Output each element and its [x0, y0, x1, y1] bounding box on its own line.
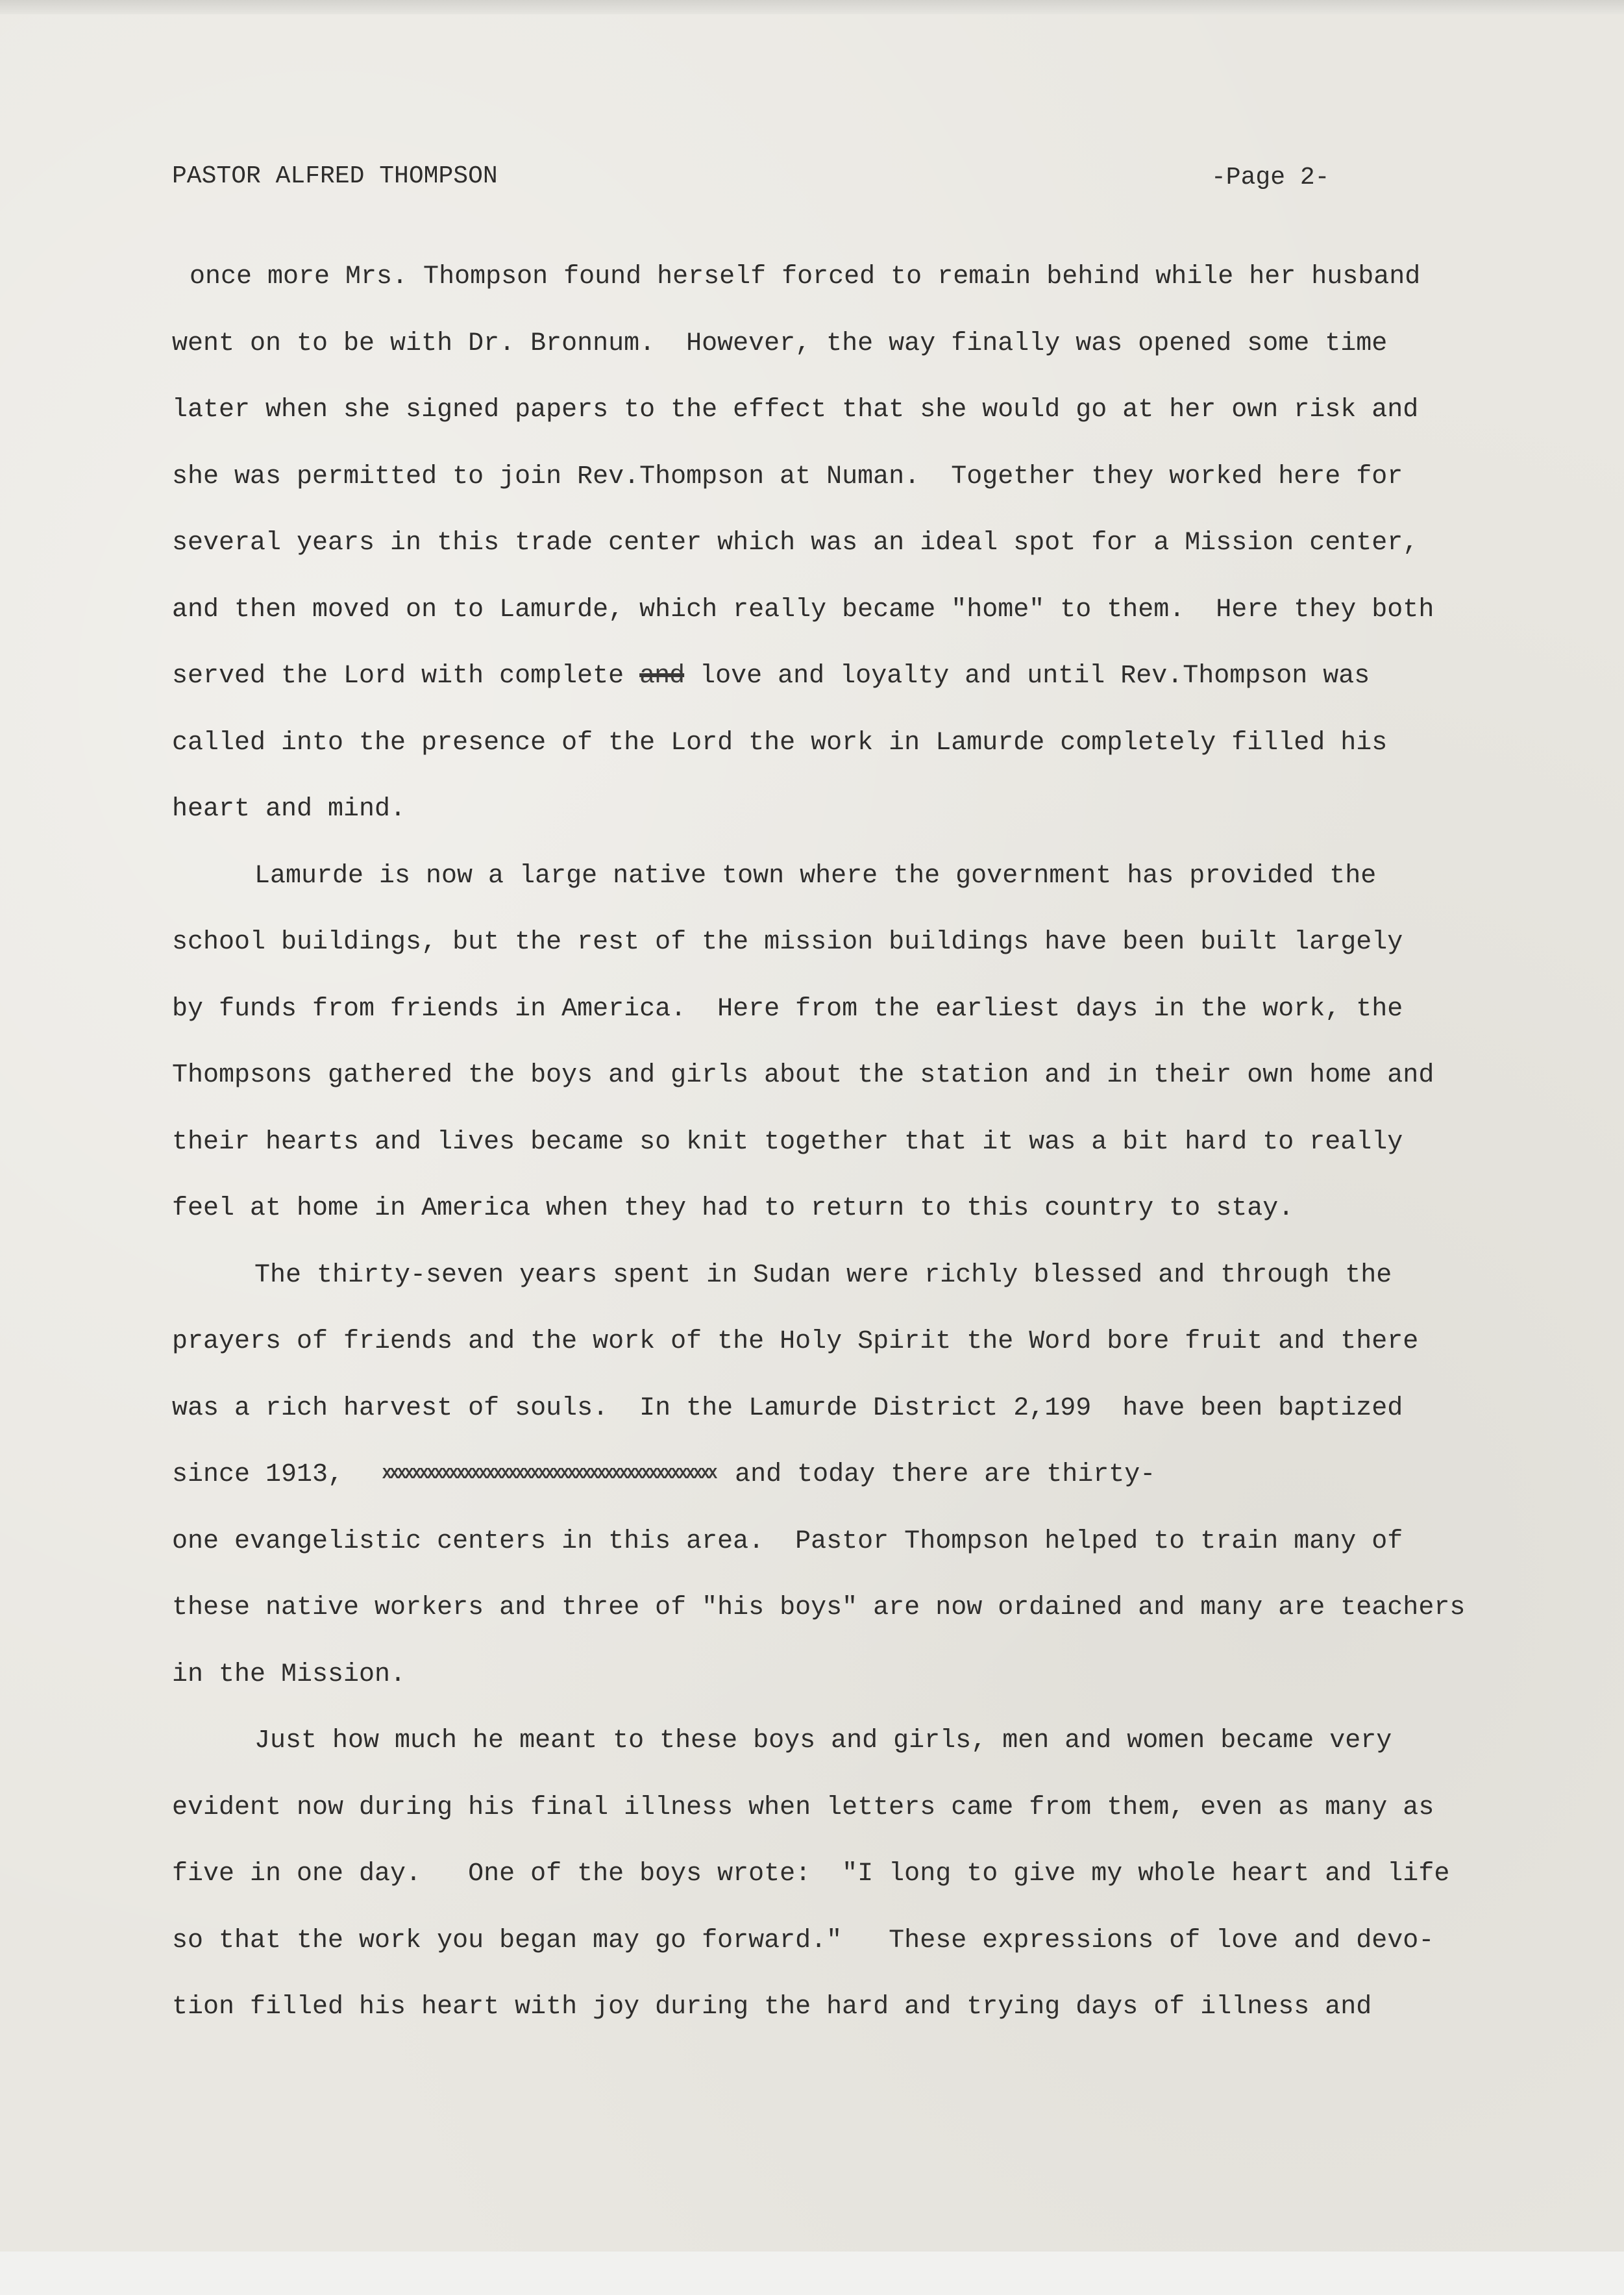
body-line: and then moved on to Lamurde, which really became "home" to them. Here they both [172, 595, 1434, 625]
body-line: school buildings, but the rest of the mission buildings have been built largely [172, 928, 1403, 957]
body-line: called into the presence of the Lord the work in Lamurde completely filled his [172, 728, 1388, 758]
body-line [172, 1459, 1155, 1491]
body-line: prayers of friends and the work of the Holy Spirit the Word bore fruit and there [172, 1327, 1419, 1356]
body-text: love and loyalty and until Rev.Thompson was [684, 662, 1370, 691]
body-line: so that the work you began may go forward." These expressions of love and devo- [172, 1926, 1434, 1955]
body-line: their hearts and lives became so knit together that it was a bit hard to really [172, 1128, 1403, 1157]
body-line: these native workers and three of "his boys" are now ordained and many are teachers [172, 1593, 1466, 1622]
body-line [172, 661, 1370, 692]
body-line: later when she signed papers to the effect that she would go at her own risk and [172, 395, 1419, 425]
page-number: -Page 2- [1211, 164, 1330, 192]
body-line: in the Mission. [172, 1660, 406, 1689]
body-line: one evangelistic centers in this area. Pastor Thompson helped to train many of [172, 1527, 1403, 1556]
body-line: Just how much he meant to these boys and girls, men and women became very [254, 1726, 1392, 1755]
header-title: PASTOR ALFRED THOMPSON [172, 162, 498, 190]
body-line: heart and mind. [172, 795, 406, 824]
body-line: by funds from friends in America. Here from the earliest days in the work, the [172, 995, 1403, 1024]
body-line: went on to be with Dr. Bronnum. However, the way finally was opened some time [172, 329, 1388, 358]
body-line: she was permitted to join Rev.Thompson at Numan. Together they worked here for [172, 462, 1403, 491]
body-text: since 1913, [172, 1460, 344, 1489]
body-line: was a rich harvest of souls. In the Lamurde District 2,199 have been baptized [172, 1394, 1403, 1423]
body-text: and today there are thirty- [735, 1460, 1156, 1489]
body-line: feel at home in America when they had to return to this country to stay. [172, 1194, 1294, 1223]
body-line: tion filled his heart with joy during the hard and trying days of illness and [172, 1992, 1372, 2022]
scan-edge-bottom [0, 2252, 1624, 2295]
struck-out-text: XXXXXXXXXXXXXXXXXXXXXXXXXXXXXXXXXXXXXXXXXXXXX [382, 1466, 716, 1483]
body-line: Lamurde is now a large native town where the government has provided the [254, 862, 1377, 891]
body-line: five in one day. One of the boys wrote: "I long to give my whole heart and life [172, 1859, 1450, 1889]
body-line: several years in this trade center which was an ideal spot for a Mission center, [172, 528, 1419, 558]
body-line: once more Mrs. Thompson found herself forced to remain behind while her husband [190, 262, 1421, 292]
document-page [0, 14, 1624, 2252]
body-text: served the Lord with complete [172, 662, 640, 691]
body-line: The thirty-seven years spent in Sudan were richly blessed and through the [254, 1261, 1392, 1290]
scan-edge-top [0, 0, 1624, 14]
body-line: Thompsons gathered the boys and girls about the station and in their own home and [172, 1061, 1434, 1090]
struck-out-word: and [639, 662, 685, 691]
body-line: evident now during his final illness when letters came from them, even as many as [172, 1793, 1434, 1822]
